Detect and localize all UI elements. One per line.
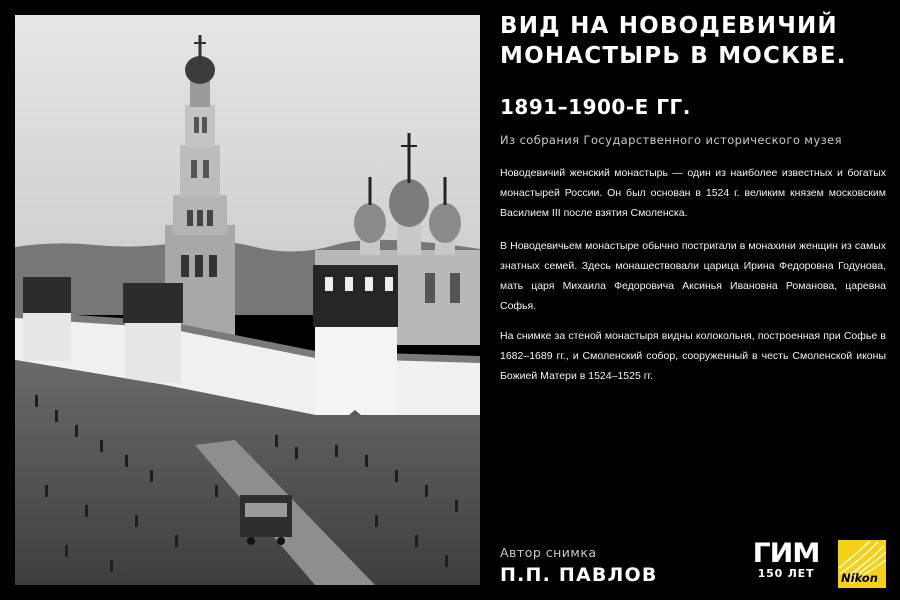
gim-logo-mark: ГИМ [752,538,820,569]
gim-logo-anniversary: 150 ЛЕТ [757,567,815,580]
nikon-logo [838,540,886,588]
author-label: Автор снимка [500,545,597,560]
description-paragraph: Новодевичий женский монастырь — один из наиболее известных и богатых монастырей России. Он был основан в 1524 г. великим князем московским Василием III после взятия Смоленска. [500,167,886,219]
author-name: П.П. ПАВЛОВ [500,564,658,586]
page-title: ВИД НА НОВОДЕВИЧИЙ МОНАСТЫРЬ В МОСКВЕ. [500,13,847,69]
gim-logo [746,540,826,586]
date-range: 1891–1900-Е ГГ. [500,95,691,119]
description-paragraph: В Новодевичьем монастыре обычно постригали в монахини женщин из самых знатных семей. Здесь монашествовали царица Ирина Федоровна Годунова, мать царя Михаила Федоровича Аксинья Ивановна Романова, царевна Софья. [500,240,886,312]
description-paragraph: На снимке за стеной монастыря видны колокольня, построенная при Софье в 1682–1689 гг., и Смоленский собор, сооруженный в честь Смоленской иконы Божией Матери в 1524–1525 гг. [500,330,886,382]
nikon-wordmark: Nikon [841,571,878,585]
collection-source: Из собрания Государственного исторического музея [500,133,842,147]
monastery-photograph [15,15,480,585]
monastery-photo-drawing [15,15,480,585]
